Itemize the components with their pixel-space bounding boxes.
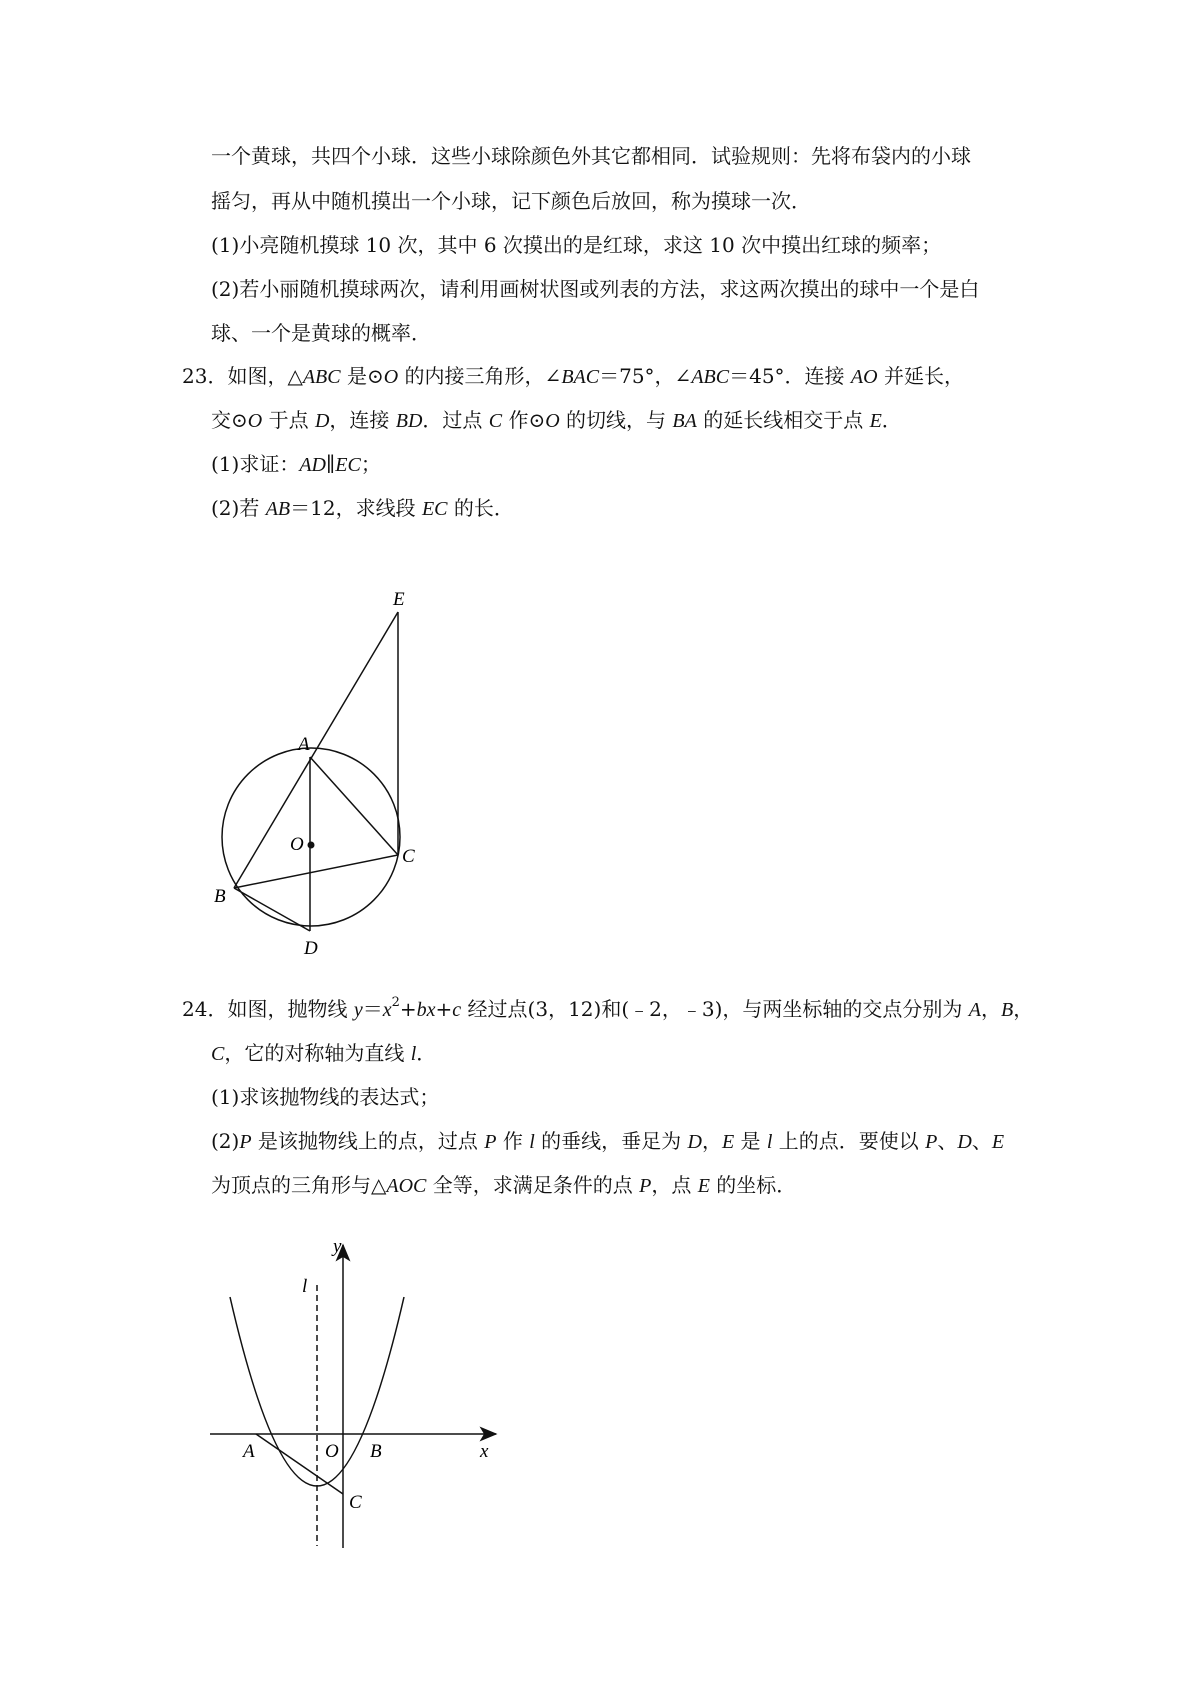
p23-text: 是⊙: [340, 364, 384, 388]
p24-var: E: [991, 1131, 1005, 1153]
p23-var: BAC: [561, 366, 600, 388]
label-b: B: [370, 1441, 382, 1462]
p23-var: O: [383, 366, 399, 388]
p22-line-2: 摇匀，再从中随机摸出一个小球，记下颜色后放回，称为摸球一次．: [211, 189, 811, 213]
p24-var: P: [639, 1175, 652, 1197]
p24-var: AOC: [386, 1175, 427, 1197]
p23-var: EC: [421, 498, 448, 520]
p24-var: l: [766, 1131, 773, 1153]
p23-var: O: [545, 410, 560, 432]
p24-var: C: [211, 1043, 225, 1065]
p24-text: +: [399, 997, 417, 1021]
p24-var: D: [957, 1131, 972, 1153]
p24-text: +: [435, 997, 453, 1021]
p23-var: ABC: [691, 366, 730, 388]
p23-var: AB: [265, 498, 291, 520]
p24-text: 是该抛物线上的点，过点: [251, 1129, 485, 1153]
p23-text: ∥: [326, 452, 336, 476]
p23-var: ABC: [302, 366, 341, 388]
p23-number: 23．: [182, 364, 228, 388]
p23-var: AO: [850, 366, 878, 388]
p24-var: l: [529, 1131, 535, 1153]
p23-text: 交⊙: [211, 408, 248, 432]
p23-text: ＝75°，∠: [599, 364, 692, 388]
p24-text: 的垂线，垂足为: [534, 1129, 688, 1153]
p24-var: B: [1000, 999, 1014, 1021]
p24-text: 作: [496, 1129, 530, 1153]
p23-text: ＝45°．连接: [729, 364, 851, 388]
label-o: O: [290, 834, 304, 855]
p23-var: O: [247, 410, 263, 432]
p23-text: ．: [881, 408, 902, 432]
p24-text: 经过点(3，12)和(﹣2，﹣3)，与两坐标轴的交点分别为: [461, 997, 969, 1021]
p24-text: ＝: [362, 997, 383, 1021]
p24-var: bx: [416, 999, 436, 1021]
p23-text: 于点: [262, 408, 315, 432]
p23-text: 的内接三角形，∠: [398, 364, 562, 388]
p24-text: ，它的对称轴为直线: [224, 1041, 411, 1065]
p24-exponent: 2: [391, 995, 400, 1010]
p23-text: (1)求证：: [211, 452, 300, 476]
label-x: x: [480, 1441, 489, 1462]
p22-line-1: 一个黄球，共四个小球．这些小球除颜色外其它都相同．试验规则：先将布袋内的小球: [211, 144, 971, 168]
p24-var: P: [484, 1131, 497, 1153]
p23-text: ，连接: [329, 408, 396, 432]
p22-question-2b: 球、一个是黄球的概率．: [211, 321, 431, 345]
p24-var: P: [925, 1131, 938, 1153]
p24-text: 、: [971, 1129, 992, 1153]
p23-text: ．过点: [422, 408, 489, 432]
p24-var: D: [687, 1131, 702, 1153]
p24-text: 、: [937, 1129, 958, 1153]
p22-question-2a: (2)若小丽随机摸球两次，请利用画树状图或列表的方法，求这两次摸出的球中一个是白: [211, 277, 980, 301]
p24-text: 如图，抛物线: [227, 997, 354, 1021]
label-l: l: [302, 1276, 308, 1297]
p23-text: 作⊙: [502, 408, 546, 432]
p24-var: E: [721, 1131, 735, 1153]
p23-var: E: [869, 410, 882, 432]
p23-text: ＝12，求线段: [290, 496, 422, 520]
p24-text: ．: [416, 1041, 437, 1065]
p23-text: 的延长线相交于点: [696, 408, 870, 432]
p24-var: A: [968, 999, 981, 1021]
p24-text: (2): [211, 1129, 240, 1153]
p24-text: 为顶点的三角形与△: [211, 1173, 387, 1197]
p23-text: 的切线，与: [559, 408, 673, 432]
p24-text: 是: [734, 1129, 767, 1153]
p23-var: C: [488, 410, 503, 432]
p23-text: (2)若: [211, 496, 266, 520]
label-a: A: [243, 1441, 255, 1462]
label-a: A: [298, 734, 310, 755]
label-b: B: [214, 886, 226, 907]
p24-text: ，: [980, 997, 1001, 1021]
label-o: O: [325, 1441, 339, 1462]
p24-var: l: [410, 1043, 417, 1065]
p24-var: c: [452, 999, 462, 1021]
p22-question-1: (1)小亮随机摸球 10 次，其中 6 次摸出的是红球，求这 10 次中摸出红球的频率；: [211, 233, 942, 257]
p23-var: D: [314, 410, 330, 432]
p24-var: P: [239, 1131, 252, 1153]
p24-text: 的坐标．: [709, 1173, 797, 1197]
p24-var: y: [353, 999, 363, 1021]
p24-question-1: (1)求该抛物线的表达式；: [211, 1085, 440, 1109]
p23-var: EC: [335, 454, 361, 476]
p23-text: ；: [360, 452, 381, 476]
p23-text: 并延长，: [877, 364, 964, 388]
label-e: E: [393, 589, 405, 610]
p24-var: x: [382, 999, 392, 1021]
label-d: D: [304, 938, 318, 959]
p23-var: BA: [672, 410, 697, 432]
p23-var: AD: [299, 454, 327, 476]
p24-text: ，: [1013, 997, 1034, 1021]
p24-text: 上的点．要使以: [772, 1129, 926, 1153]
p23-var: BD: [395, 410, 423, 432]
p24-var: E: [697, 1175, 710, 1197]
p23-text: 的长．: [447, 496, 514, 520]
p24-number: 24．: [182, 997, 228, 1021]
label-c: C: [402, 846, 415, 867]
label-y: y: [333, 1236, 342, 1257]
p23-text: 如图，△: [227, 364, 303, 388]
p24-text: ，: [701, 1129, 722, 1153]
label-c: C: [349, 1492, 362, 1513]
p24-text: 全等，求满足条件的点: [426, 1173, 640, 1197]
p24-text: ，点: [651, 1173, 698, 1197]
